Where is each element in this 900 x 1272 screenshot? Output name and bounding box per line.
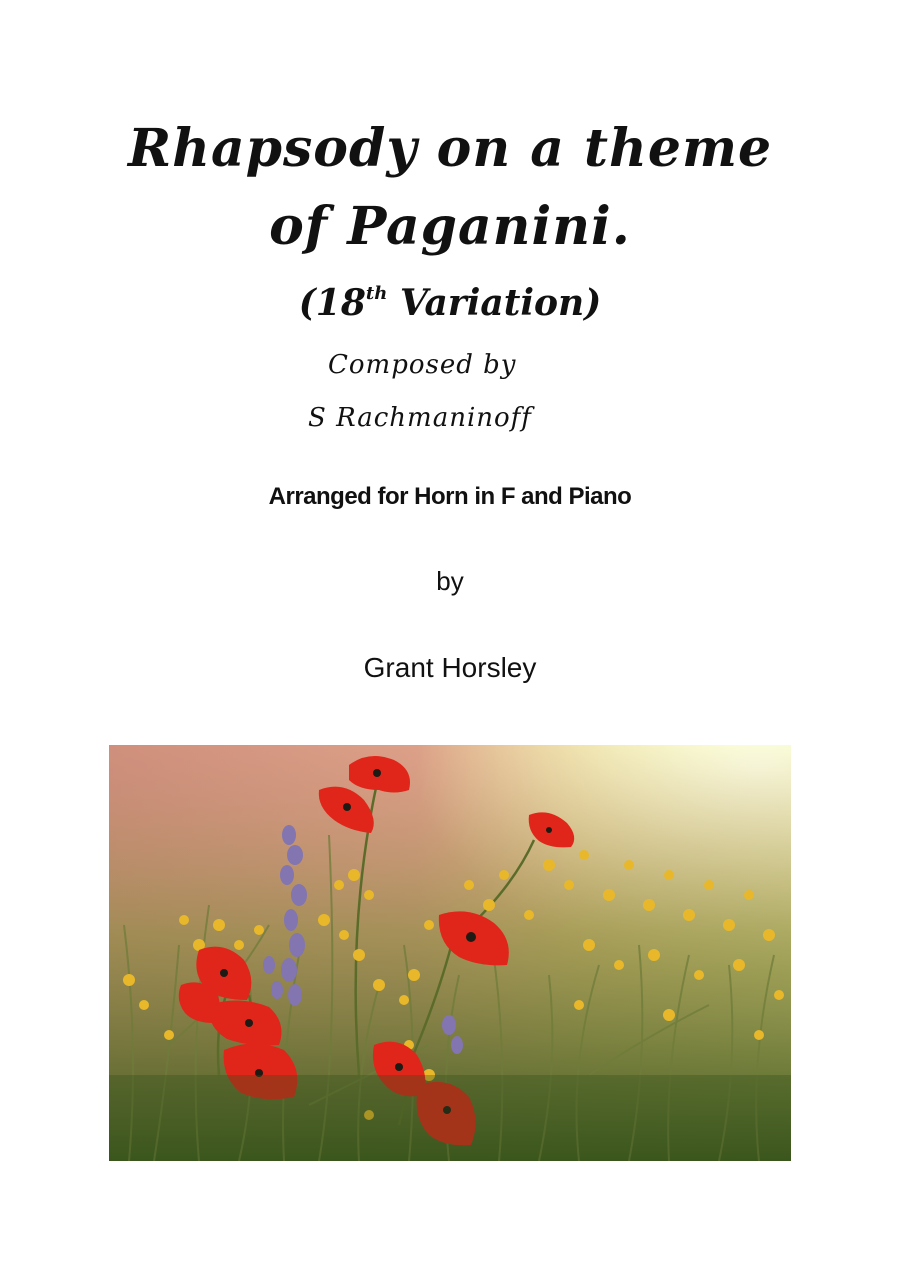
arranged-for-label: Arranged for Horn in F and Piano	[268, 483, 632, 510]
title-line-1: Rhapsody on a theme	[127, 118, 773, 179]
variation-subtitle	[0, 282, 900, 324]
arranger-name: Grant Horsley	[363, 652, 537, 683]
title-line-2: of Paganini.	[269, 196, 631, 257]
by-label: by	[436, 566, 464, 596]
composer-name: S Rachmaninoff	[308, 403, 532, 433]
variation-close: Variation)	[387, 282, 602, 324]
variation-open: (18	[298, 282, 366, 324]
variation-ordinal: th	[365, 283, 388, 304]
page-title	[0, 110, 900, 266]
poppy-field-image	[109, 745, 791, 1161]
composed-by-label: Composed by	[328, 350, 517, 380]
